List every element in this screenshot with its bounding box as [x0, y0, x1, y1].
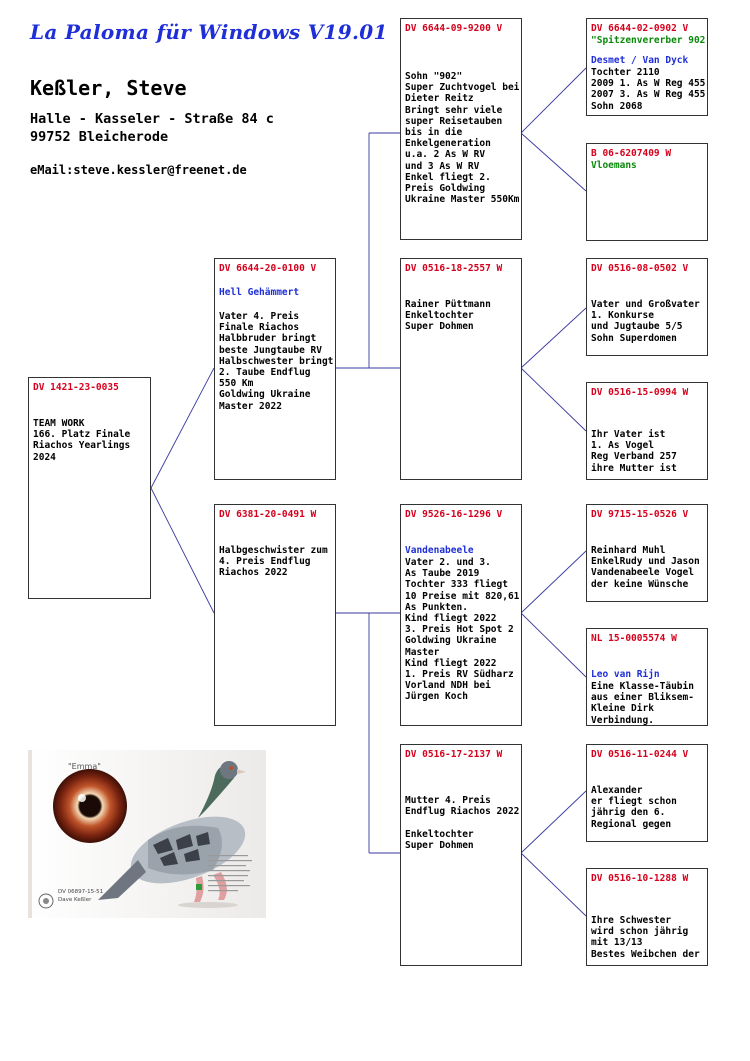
pigeon-name: Hell Gehämmert	[219, 287, 300, 298]
ring-number: DV 0516-11-0244 V	[591, 749, 689, 760]
ring-number: NL 15-0005574 W	[591, 633, 677, 644]
ring-number: DV 6644-20-0100 V	[219, 263, 317, 274]
ring-number: DV 6381-20-0491 W	[219, 509, 317, 520]
card-notes: Ihre Schwester wird schon jährig mit 13/13 Bestes Weibchen der	[591, 915, 700, 960]
pedigree-card-dds[interactable]	[586, 744, 708, 842]
line-subject-sire	[151, 368, 214, 488]
pedigree-card-dsd[interactable]	[586, 628, 708, 726]
pedigree-card-sss[interactable]	[586, 18, 708, 116]
pedigree-card-ddd[interactable]	[586, 868, 708, 966]
photo-owner: Dave Keßler	[58, 897, 92, 903]
pigeon-name: Vloemans	[591, 160, 637, 171]
pedigree-card-sire-dam[interactable]	[400, 258, 522, 480]
pedigree-card-dam[interactable]	[214, 504, 336, 726]
eye-closeup-icon	[53, 769, 127, 843]
card-notes: Rainer Püttmann Enkeltochter Super Dohmen	[405, 299, 491, 333]
card-notes: TEAM WORK 166. Platz Finale Riachos Yearlings 2024	[33, 418, 131, 463]
card-notes: Eine Klasse-Täubin aus einer Bliksem- Kleine Dirk Verbindung.	[591, 681, 694, 726]
line-ss-sss	[521, 68, 586, 133]
pedigree-card-subject[interactable]	[28, 377, 151, 599]
pigeon-photo	[28, 750, 266, 918]
pigeon-name: Desmet / Van Dyck	[591, 55, 689, 66]
line-sd-sdd	[521, 368, 586, 431]
ring-number: DV 0516-15-0994 W	[591, 387, 689, 398]
ring-number: B 06-6207409 W	[591, 148, 672, 159]
card-notes: Tochter 2110 2009 1. As W Reg 455 2007 3. As W Reg 455 Sohn 2068	[591, 67, 706, 112]
card-notes: Vater 2. und 3. As Taube 2019 Tochter 333 fliegt 10 Preise mit 820,61 As Punkten. Kind fliegt 2022 3. Preis Hot Spot 2 Goldwing Ukraine Master Kind fliegt 2022 1. Preis RV Südharz Vorland NDH bei Jürgen Koch	[405, 557, 520, 703]
card-notes: Halbgeschwister zum 4. Preis Endflug Riachos 2022	[219, 545, 328, 579]
pigeon-subtitle: "Spitzenvererber 902	[591, 35, 706, 46]
pedigree-card-dss[interactable]	[586, 504, 708, 602]
line-dd-ddd	[521, 853, 586, 916]
line-subject-dam	[151, 488, 214, 613]
card-notes: Reinhard Muhl EnkelRudy und Jason Vandenabeele Vogel der keine Wünsche	[591, 545, 700, 590]
owner-name: Keßler, Steve	[30, 76, 187, 100]
card-notes: Vater 4. Preis Finale Riachos Halbbruder bringt beste Jungtaube RV Halbschwester bringt 2. Taube Endflug 550 Km Goldwing Ukraine Master 2022	[219, 311, 334, 412]
ring-number: DV 9715-15-0526 V	[591, 509, 689, 520]
line-ds-dss	[521, 551, 586, 613]
pigeon-name: Vandenabeele	[405, 545, 474, 556]
line-ss-ssd	[521, 133, 586, 191]
ring-number: DV 1421-23-0035	[33, 382, 119, 393]
photo-ring: DV 06897-15-51	[58, 889, 104, 895]
ring-number: DV 0516-18-2557 W	[405, 263, 503, 274]
ring-number: DV 0516-17-2137 W	[405, 749, 503, 760]
line-ds-dsd	[521, 613, 586, 677]
card-notes: Alexander er fliegt schon jährig den 6. Regional gegen	[591, 785, 677, 830]
ring-number: DV 0516-08-0502 V	[591, 263, 689, 274]
owner-street: Halle - Kasseler - Straße 84 c	[30, 111, 274, 127]
pedigree-card-sdd[interactable]	[586, 382, 708, 480]
pedigree-card-sire-sire[interactable]	[400, 18, 522, 240]
line-dd-dds	[521, 791, 586, 853]
owner-email: eMail:steve.kessler@freenet.de	[30, 163, 247, 177]
ring-number: DV 0516-10-1288 W	[591, 873, 689, 884]
photo-caption: "Emma"	[68, 762, 101, 771]
pedigree-card-dam-sire[interactable]	[400, 504, 522, 726]
pedigree-card-dam-dam[interactable]	[400, 744, 522, 966]
ring-number: DV 9526-16-1296 V	[405, 509, 503, 520]
ring-number: DV 6644-09-9200 V	[405, 23, 503, 34]
card-notes: Sohn "902" Super Zuchtvogel bei Dieter Reitz Bringt sehr viele super Reisetauben bis in die Enkelgeneration u.a. 2 As W RV und 3 As W RV Enkel fliegt 2. Preis Goldwing Ukraine Master 550Km	[405, 71, 520, 206]
app-title: La Paloma für Windows V19.01	[30, 20, 388, 44]
pedigree-card-sire[interactable]	[214, 258, 336, 480]
owner-city: 99752 Bleicherode	[30, 129, 169, 145]
pedigree-card-ssd[interactable]	[586, 143, 708, 241]
card-notes: Mutter 4. Preis Endflug Riachos 2022 Enkeltochter Super Dohmen	[405, 795, 520, 851]
line-sd-sds	[521, 308, 586, 368]
pigeon-name: Leo van Rijn	[591, 669, 660, 680]
pedigree-card-sds[interactable]	[586, 258, 708, 356]
card-notes: Vater und Großvater 1. Konkurse und Jugtaube 5/5 Sohn Superdomen	[591, 299, 700, 344]
ring-number: DV 6644-02-0902 V	[591, 23, 689, 34]
card-notes: Ihr Vater ist 1. As Vogel Reg Verband 257 ihre Mutter ist	[591, 429, 677, 474]
